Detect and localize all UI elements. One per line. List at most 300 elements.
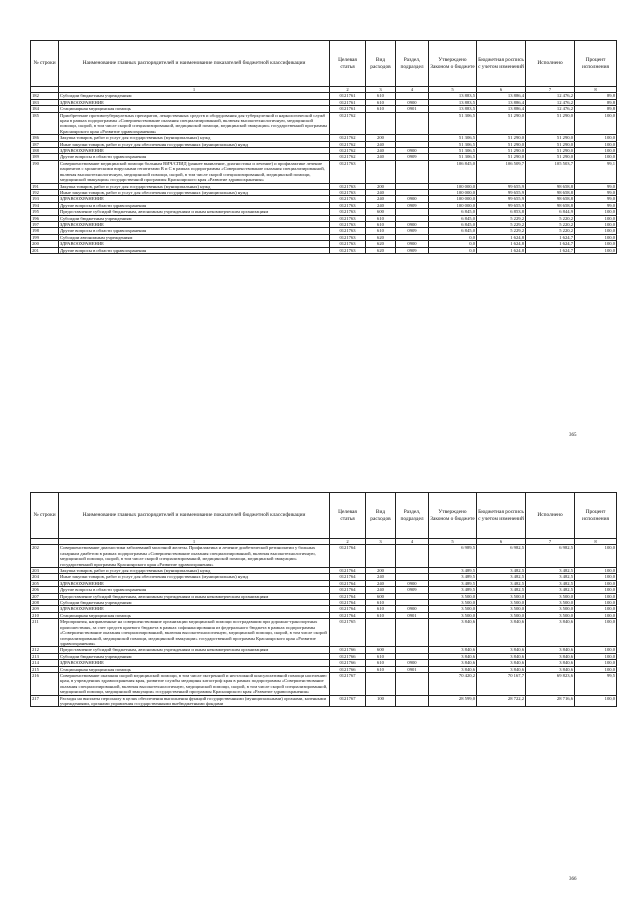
col-header-section: Раздел, подраздел [396, 41, 429, 87]
row-percent: 100,0 [575, 695, 617, 707]
row-name: ЗДРАВООХРАНЕНИЕ [59, 580, 330, 586]
row-name: Субсидии бюджетным учреждениям [59, 93, 330, 99]
row-executed: 3 482,5 [526, 574, 575, 580]
row-number: 199 [31, 234, 59, 240]
column-index: 4 [396, 87, 429, 93]
row-executed: 3 840,6 [526, 619, 575, 647]
row-approved: 13 883,5 [429, 93, 477, 99]
row-approved: 3 489,5 [429, 580, 477, 586]
row-target-article: 0121764 [330, 593, 366, 599]
row-name: Приобретение противотуберкулезных препаратов, лекарственных средств и оборудования для туберкулезной и наркологической служб края в рамках подпрограммы «Совершенствование оказания специализированной, включая высокотехнологичную, медицинской помощи, скорой, в том числе скорой специализированной, медицинской помощи, медицинской эвакуации» государственной программы Красноярского края «Развитие здравоохранения» [59, 112, 330, 135]
row-executed: 98 658,8 [526, 202, 575, 208]
row-target-article: 0121762 [330, 141, 366, 147]
row-approved: 3 840,6 [429, 653, 477, 659]
row-number: 212 [31, 647, 59, 653]
row-target-article: 0121764 [330, 612, 366, 618]
col-header-pct: Процент исполнения [575, 41, 617, 87]
row-section: 0909 [396, 247, 429, 253]
row-number: 203 [31, 568, 59, 574]
row-budget-list: 5 229,2 [477, 228, 526, 234]
row-name: Другие вопросы в области здравоохранения [59, 202, 330, 208]
row-target-article: 0121763 [330, 189, 366, 195]
row-percent: 89,8 [575, 106, 617, 112]
row-budget-list: 51 290,0 [477, 148, 526, 154]
row-executed: 51 290,0 [526, 112, 575, 135]
row-budget-list: 106 509,7 [477, 160, 526, 183]
row-section: 0900 [396, 606, 429, 612]
row-budget-list: 3 840,6 [477, 619, 526, 647]
row-approved: 100 000,0 [429, 183, 477, 189]
row-expense-type: 610 [366, 606, 396, 612]
row-budget-list: 5 229,2 [477, 221, 526, 227]
table-row [31, 160, 617, 183]
row-percent: 99,0 [575, 196, 617, 202]
row-target-article: 0121763 [330, 234, 366, 240]
row-percent: 100,0 [575, 112, 617, 135]
row-percent: 100,0 [575, 545, 617, 568]
row-name: Расходы на выплаты персоналу в целях обеспечения выполнения функций государственными (муниципальными) органами, казенными учреждениями, органами управления государственными внебюджетными фондами [59, 695, 330, 707]
row-percent: 100,0 [575, 234, 617, 240]
row-executed: 3 840,6 [526, 660, 575, 666]
row-target-article: 0121761 [330, 99, 366, 105]
column-index: 3 [366, 539, 396, 545]
row-executed: 98 658,8 [526, 183, 575, 189]
column-index: 1 [59, 539, 330, 545]
row-name: Субсидии бюджетным учреждениям [59, 600, 330, 606]
row-approved: 6 845,0 [429, 215, 477, 221]
row-target-article: 0121764 [330, 580, 366, 586]
row-executed: 5 220,2 [526, 221, 575, 227]
row-budget-list: 99 655,9 [477, 183, 526, 189]
col-header-approved: Утверждено Законом о бюджете [429, 41, 477, 87]
row-executed: 3 482,5 [526, 587, 575, 593]
row-percent: 100,0 [575, 666, 617, 672]
row-executed: 12 476,2 [526, 93, 575, 99]
row-expense-type: 240 [366, 189, 396, 195]
column-index: 8 [575, 539, 617, 545]
row-approved: 13 883,5 [429, 106, 477, 112]
row-budget-list: 5 229,2 [477, 215, 526, 221]
row-percent: 100,0 [575, 241, 617, 247]
row-approved: 6 845,0 [429, 209, 477, 215]
row-executed: 5 220,2 [526, 228, 575, 234]
row-name: ЗДРАВООХРАНЕНИЕ [59, 606, 330, 612]
column-index: 1 [59, 87, 330, 93]
row-approved: 51 306,5 [429, 148, 477, 154]
col-header-num: № строки [31, 41, 59, 87]
row-executed: 3 840,6 [526, 653, 575, 659]
row-executed: 1 624,7 [526, 247, 575, 253]
row-approved: 3 840,6 [429, 660, 477, 666]
row-approved: 3 489,5 [429, 568, 477, 574]
row-percent: 99,0 [575, 189, 617, 195]
table-row [31, 247, 617, 253]
row-expense-type: 240 [366, 587, 396, 593]
row-target-article: 0121763 [330, 228, 366, 234]
row-executed: 1 624,7 [526, 241, 575, 247]
row-percent: 100,0 [575, 141, 617, 147]
row-percent: 100,0 [575, 587, 617, 593]
row-number: 185 [31, 112, 59, 135]
col-header-target: Целевая статья [330, 41, 366, 87]
row-target-article: 0121767 [330, 672, 366, 695]
col-header-list: Бюджетная роспись с учетом изменений [477, 493, 526, 539]
row-target-article: 0121764 [330, 545, 366, 568]
row-name: Субсидии автономным учреждениям [59, 234, 330, 240]
row-approved: 106 845,0 [429, 160, 477, 183]
row-expense-type: 610 [366, 93, 396, 99]
row-name: Иные закупки товаров, работ и услуг для обеспечения государственных (муниципальных) нужд [59, 141, 330, 147]
row-number: 211 [31, 619, 59, 647]
row-approved: 3 500,0 [429, 600, 477, 606]
row-budget-list: 51 290,0 [477, 141, 526, 147]
row-name: Закупка товаров, работ и услуг для государственных (муниципальных) нужд [59, 183, 330, 189]
row-percent: 99,0 [575, 202, 617, 208]
row-number: 183 [31, 99, 59, 105]
row-expense-type [366, 112, 396, 135]
row-percent: 100,0 [575, 600, 617, 606]
row-approved: 100 000,0 [429, 202, 477, 208]
row-approved: 100 000,0 [429, 189, 477, 195]
row-expense-type: 610 [366, 660, 396, 666]
row-expense-type: 240 [366, 202, 396, 208]
col-header-name: Наименование главных распорядителей и наименование показателей бюджетной классификации [59, 41, 330, 87]
row-name: ЗДРАВООХРАНЕНИЕ [59, 196, 330, 202]
row-executed: 1 624,7 [526, 234, 575, 240]
row-approved: 6 845,0 [429, 221, 477, 227]
row-section: 0901 [396, 106, 429, 112]
row-name: Субсидии бюджетным учреждениям [59, 215, 330, 221]
row-section: 0909 [396, 587, 429, 593]
row-section [396, 545, 429, 568]
budget-table-page-365 [30, 40, 617, 254]
page-number: 365 [569, 433, 577, 438]
column-index: 5 [429, 87, 477, 93]
row-budget-list: 3 500,0 [477, 612, 526, 618]
col-header-approved: Утверждено Законом о бюджете [429, 493, 477, 539]
row-budget-list: 3 482,5 [477, 568, 526, 574]
row-target-article: 0121764 [330, 606, 366, 612]
row-approved: 51 306,5 [429, 135, 477, 141]
row-percent: 100,0 [575, 215, 617, 221]
row-target-article: 0121763 [330, 202, 366, 208]
table-row [31, 112, 617, 135]
row-approved: 3 840,6 [429, 647, 477, 653]
row-percent: 100,0 [575, 154, 617, 160]
row-name: Другие вопросы в области здравоохранения [59, 247, 330, 253]
row-expense-type [366, 160, 396, 183]
row-name: Субсидии бюджетным учреждениям [59, 653, 330, 659]
row-approved: 3 489,5 [429, 574, 477, 580]
row-percent: 100,0 [575, 574, 617, 580]
row-section [396, 672, 429, 695]
row-approved: 3 840,6 [429, 619, 477, 647]
row-expense-type: 610 [366, 99, 396, 105]
col-header-name: Наименование главных распорядителей и наименование показателей бюджетной классификации [59, 493, 330, 539]
row-executed: 6 844,9 [526, 209, 575, 215]
row-percent: 89,8 [575, 99, 617, 105]
row-name: Стационарная медицинская помощь [59, 666, 330, 672]
budget-table-page-366 [30, 492, 617, 707]
row-approved: 3 500,0 [429, 612, 477, 618]
row-section: 0909 [396, 228, 429, 234]
row-target-article: 0121763 [330, 196, 366, 202]
row-expense-type: 100 [366, 695, 396, 707]
row-expense-type: 610 [366, 612, 396, 618]
row-budget-list: 99 655,9 [477, 202, 526, 208]
row-name: Другие вопросы в области здравоохранения [59, 154, 330, 160]
row-name: ЗДРАВООХРАНЕНИЕ [59, 99, 330, 105]
row-name: Закупка товаров, работ и услуг для государственных (муниципальных) нужд [59, 568, 330, 574]
row-expense-type: 610 [366, 106, 396, 112]
row-name: Предоставление субсидий бюджетным, автономным учреждениям и иным некоммерческим организациям [59, 647, 330, 653]
col-header-list: Бюджетная роспись с учетом изменений [477, 41, 526, 87]
row-section: 0901 [396, 666, 429, 672]
row-number: 202 [31, 545, 59, 568]
row-section [396, 619, 429, 647]
row-name: ЗДРАВООХРАНЕНИЕ [59, 221, 330, 227]
row-name: Другие вопросы в области здравоохранения [59, 228, 330, 234]
row-expense-type: 600 [366, 593, 396, 599]
row-target-article: 0121763 [330, 160, 366, 183]
column-index: 6 [477, 87, 526, 93]
row-executed: 69 823,6 [526, 672, 575, 695]
row-expense-type: 610 [366, 666, 396, 672]
row-approved: 3 500,0 [429, 593, 477, 599]
row-budget-list: 28 722,2 [477, 695, 526, 707]
row-expense-type: 200 [366, 135, 396, 141]
row-budget-list: 3 482,5 [477, 574, 526, 580]
row-budget-list: 1 624,8 [477, 241, 526, 247]
row-target-article: 0121762 [330, 135, 366, 141]
row-percent: 100,0 [575, 209, 617, 215]
row-budget-list: 3 500,0 [477, 600, 526, 606]
row-budget-list: 3 840,6 [477, 660, 526, 666]
row-percent: 100,0 [575, 580, 617, 586]
row-target-article: 0121763 [330, 209, 366, 215]
column-index: 8 [575, 87, 617, 93]
row-number: 190 [31, 160, 59, 183]
row-budget-list: 51 290,0 [477, 135, 526, 141]
row-number: 186 [31, 135, 59, 141]
row-expense-type: 600 [366, 209, 396, 215]
row-percent: 100,0 [575, 247, 617, 253]
row-percent: 100,0 [575, 221, 617, 227]
row-number: 210 [31, 612, 59, 618]
row-number: 198 [31, 228, 59, 234]
row-section: 0901 [396, 612, 429, 618]
row-name: Другие вопросы в области здравоохранения [59, 587, 330, 593]
row-percent: 100,0 [575, 606, 617, 612]
row-target-article: 0121763 [330, 215, 366, 221]
row-expense-type: 240 [366, 154, 396, 160]
row-section: 0900 [396, 196, 429, 202]
row-name: ЗДРАВООХРАНЕНИЕ [59, 660, 330, 666]
row-executed: 98 658,8 [526, 189, 575, 195]
row-number: 189 [31, 154, 59, 160]
row-percent: 100,0 [575, 593, 617, 599]
row-budget-list: 51 290,0 [477, 112, 526, 135]
row-number: 182 [31, 93, 59, 99]
row-name: Иные закупки товаров, работ и услуг для обеспечения государственных (муниципальных) нужд [59, 574, 330, 580]
row-approved: 0,0 [429, 247, 477, 253]
row-name: Совершенствование диагностики заболеваний молочной железы. Профилактика и лечение диабетической ретинопатии у больных сахарным диабетом в рамках подпрограммы «Совершенствование оказания специализированной, включая высокотехнологичную, медицинской помощи, скорой, в том числе скорой специализированной, медицинской помощи, медицинской эвакуации» государственной программы Красноярского края «Развитие здравоохранения» [59, 545, 330, 568]
row-expense-type [366, 672, 396, 695]
row-target-article: 0121766 [330, 647, 366, 653]
row-budget-list: 3 840,6 [477, 647, 526, 653]
row-expense-type: 240 [366, 148, 396, 154]
row-percent: 100,0 [575, 228, 617, 234]
row-executed: 3 482,5 [526, 568, 575, 574]
row-name: ЗДРАВООХРАНЕНИЕ [59, 148, 330, 154]
row-target-article: 0121762 [330, 154, 366, 160]
row-executed: 51 290,0 [526, 154, 575, 160]
col-header-num: № строки [31, 493, 59, 539]
row-executed: 51 290,0 [526, 141, 575, 147]
row-percent: 100,0 [575, 660, 617, 666]
row-number: 188 [31, 148, 59, 154]
row-section: 0900 [396, 580, 429, 586]
row-executed: 3 500,0 [526, 600, 575, 606]
row-target-article: 0121767 [330, 695, 366, 707]
row-executed: 3 840,6 [526, 666, 575, 672]
row-expense-type: 610 [366, 600, 396, 606]
row-approved: 13 883,5 [429, 99, 477, 105]
row-expense-type: 600 [366, 647, 396, 653]
row-number: 197 [31, 221, 59, 227]
table-row [31, 672, 617, 695]
row-section: 0900 [396, 148, 429, 154]
row-number: 184 [31, 106, 59, 112]
row-number: 194 [31, 202, 59, 208]
row-target-article: 0121765 [330, 619, 366, 647]
col-header-vid: Вид расходов [366, 493, 396, 539]
page-number: 366 [569, 877, 577, 882]
row-approved: 28 599,0 [429, 695, 477, 707]
row-name: Стационарная медицинская помощь [59, 106, 330, 112]
row-expense-type [366, 545, 396, 568]
row-name: Иные закупки товаров, работ и услуг для обеспечения государственных (муниципальных) нужд [59, 189, 330, 195]
row-approved: 70 420,2 [429, 672, 477, 695]
row-name: Совершенствование оказания скорой медицинской помощи, в том числе экстренной и неотложной консультативной помощи населению края, в учреждениях здравоохранения края, развитие службы медицины катастроф края в рамках подпрограммы «Совершенствование оказания специализированной, включая высокотехнологичную, медицинской помощи, скорой, в том числе скорой специализированной, медицинской помощи, медицинской эвакуации» государственной программы Красноярского края «Развитие здравоохранения» [59, 672, 330, 695]
row-budget-list: 51 290,0 [477, 154, 526, 160]
col-header-exec: Исполнено [526, 493, 575, 539]
row-budget-list: 3 482,5 [477, 587, 526, 593]
row-target-article: 0121762 [330, 148, 366, 154]
row-section [396, 112, 429, 135]
row-budget-list: 70 167,7 [477, 672, 526, 695]
row-section: 0909 [396, 154, 429, 160]
row-number: 187 [31, 141, 59, 147]
row-approved: 51 306,5 [429, 154, 477, 160]
column-index: 7 [526, 87, 575, 93]
row-number: 207 [31, 593, 59, 599]
row-budget-list: 3 840,6 [477, 666, 526, 672]
table-row [31, 545, 617, 568]
row-target-article: 0121761 [330, 106, 366, 112]
col-header-vid: Вид расходов [366, 41, 396, 87]
row-name: Предоставление субсидий бюджетным, автономным учреждениям и иным некоммерческим организациям [59, 593, 330, 599]
row-budget-list: 13 886,4 [477, 106, 526, 112]
column-index: 6 [477, 539, 526, 545]
row-approved: 100 000,0 [429, 196, 477, 202]
row-target-article: 0121766 [330, 660, 366, 666]
row-target-article: 0121761 [330, 93, 366, 99]
column-index: 2 [330, 539, 366, 545]
row-approved: 6 845,0 [429, 228, 477, 234]
column-index: 7 [526, 539, 575, 545]
row-target-article: 0121763 [330, 241, 366, 247]
row-number: 214 [31, 660, 59, 666]
row-approved: 0,0 [429, 234, 477, 240]
row-percent: 100,0 [575, 647, 617, 653]
row-section [396, 160, 429, 183]
row-percent: 100,0 [575, 148, 617, 154]
row-number: 195 [31, 209, 59, 215]
row-name: Предоставление субсидий бюджетным, автономным учреждениям и иным некоммерческим организациям [59, 209, 330, 215]
row-target-article: 0121762 [330, 112, 366, 135]
col-header-target: Целевая статья [330, 493, 366, 539]
row-percent: 99,5 [575, 672, 617, 695]
table-row [31, 619, 617, 647]
col-header-section: Раздел, подраздел [396, 493, 429, 539]
row-approved: 3 489,5 [429, 587, 477, 593]
row-target-article: 0121764 [330, 587, 366, 593]
row-section [396, 695, 429, 707]
row-expense-type: 620 [366, 247, 396, 253]
column-index: 2 [330, 87, 366, 93]
row-number: 209 [31, 606, 59, 612]
row-budget-list: 99 655,9 [477, 196, 526, 202]
row-executed: 5 220,2 [526, 215, 575, 221]
row-expense-type: 240 [366, 574, 396, 580]
row-executed: 3 840,6 [526, 647, 575, 653]
row-number: 215 [31, 666, 59, 672]
row-budget-list: 6 853,8 [477, 209, 526, 215]
row-section: 0900 [396, 241, 429, 247]
row-target-article: 0121764 [330, 574, 366, 580]
row-name: Закупка товаров, работ и услуг для государственных (муниципальных) нужд [59, 135, 330, 141]
row-expense-type: 200 [366, 183, 396, 189]
row-number: 201 [31, 247, 59, 253]
row-name: ЗДРАВООХРАНЕНИЕ [59, 241, 330, 247]
row-percent: 89,8 [575, 93, 617, 99]
row-target-article: 0121764 [330, 568, 366, 574]
row-expense-type: 610 [366, 215, 396, 221]
row-name: Мероприятия, направленные на совершенствование организации медицинской помощи пострадавшим при дорожно-транспортных происшествиях, за счет средств краевого бюджета в рамках софинансирования из федерального бюджета в рамках подпрограммы «Совершенствование оказания специализированной, включая высокотехнологичную, медицинской помощи, скорой, в том числе скорой специализированной, медицинской помощи, медицинской эвакуации» государственной программы Красноярского края «Развитие здравоохранения» [59, 619, 330, 647]
row-section: 0900 [396, 99, 429, 105]
row-number: 206 [31, 587, 59, 593]
row-expense-type: 240 [366, 580, 396, 586]
row-executed: 6 982,5 [526, 545, 575, 568]
row-percent: 99,1 [575, 160, 617, 183]
row-budget-list: 13 886,4 [477, 93, 526, 99]
row-target-article: 0121763 [330, 221, 366, 227]
row-expense-type: 240 [366, 196, 396, 202]
row-executed: 28 716,6 [526, 695, 575, 707]
row-name: Стационарная медицинская помощь [59, 612, 330, 618]
row-target-article: 0121763 [330, 247, 366, 253]
row-budget-list: 1 624,8 [477, 234, 526, 240]
row-number: 192 [31, 189, 59, 195]
table-row [31, 695, 617, 707]
row-budget-list: 3 500,0 [477, 606, 526, 612]
row-approved: 6 989,5 [429, 545, 477, 568]
row-executed: 12 476,2 [526, 99, 575, 105]
row-percent: 100,0 [575, 135, 617, 141]
row-percent: 99,0 [575, 183, 617, 189]
row-number: 196 [31, 215, 59, 221]
